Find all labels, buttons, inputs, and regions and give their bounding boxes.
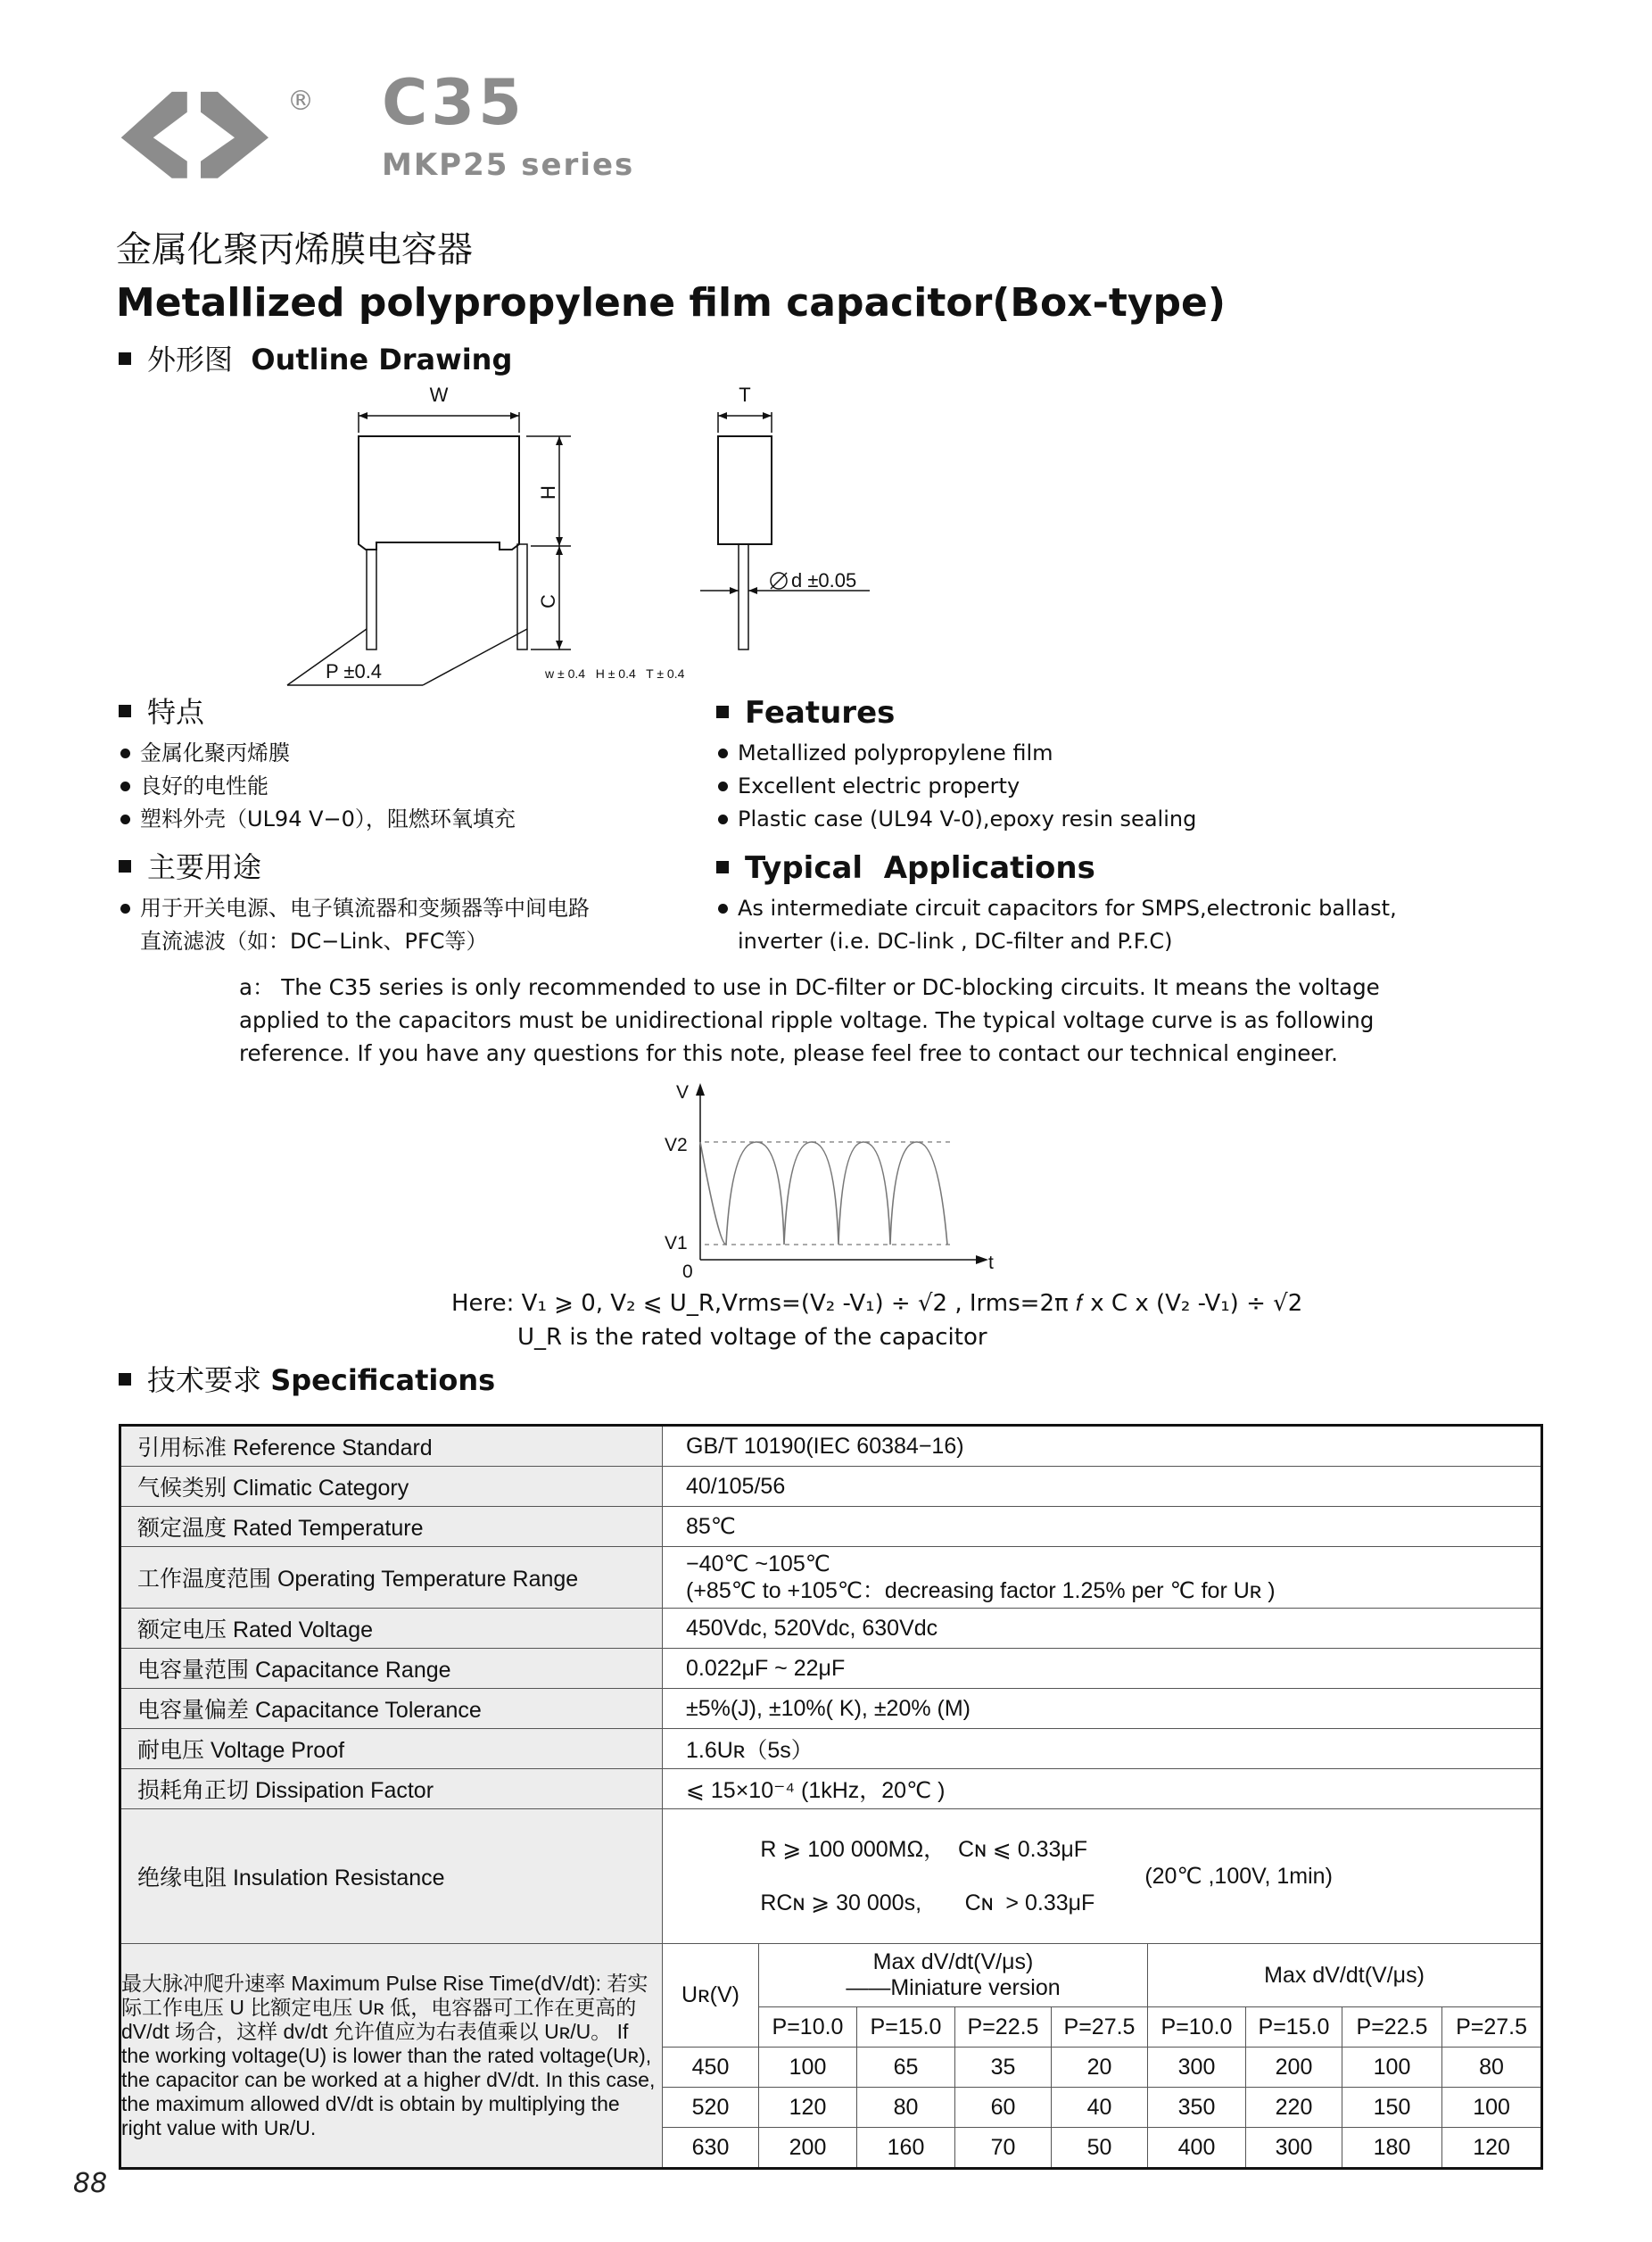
miniature-header-line-2: ——Miniature version [846,1975,1061,2000]
list-item: 金属化聚丙烯膜 [119,737,516,770]
application-cn-line-2: 直流滤波（如：DC−Link、PFC等） [140,929,488,954]
pitch-header: P=27.5 [1052,2007,1148,2048]
pitch-header: P=22.5 [955,2007,1052,2048]
application-en-line-1: As intermediate circuit capacitors for SMPS,electronic ballast, [738,896,1397,921]
spec-value: 1.6Uʀ（5s） [663,1729,1542,1769]
spec-value: 450Vdc, 520Vdc, 630Vdc [663,1609,1542,1649]
label-tolerance: w ± 0.4 H ± 0.4 T ± 0.4 [545,666,685,681]
insulation-line-1: R ⩾ 100 000MΩ， Cɴ ⩽ 0.33μF [760,1837,1088,1862]
spec-label: 引用标准 Reference Standard [120,1426,663,1467]
features-heading-en-text: Features [745,695,896,731]
table-cell: 200 [759,2128,857,2169]
pulse-note: 最大脉冲爬升速率 Maximum Pulse Rise Time(dV/dt): 若实际工作电压 U 比额定电压 Uʀ 低，电容器可工作在更高的 dV/dt 场合，这样 dv/dt 允许值应为右表值乘以 Uʀ/U。 If the working voltage(U) is lower than the rated voltage(Uʀ), the capacitor can be worked at a higher dV/dt. In this case, the maximum allowed dV/dt is obtain by multiplying the right value with Uʀ/U. [120,1944,663,2169]
table-cell: 100 [1442,2088,1542,2128]
insulation-line-2: RCɴ ⩾ 30 000s, Cɴ > 0.33μF [760,1890,1095,1915]
table-cell: 50 [1052,2128,1148,2169]
spec-label: 绝缘电阻 Insulation Resistance [120,1809,663,1944]
spec-value: ±5%(J), ±10%( K), ±20% (M) [663,1689,1542,1729]
spec-label: 损耗角正切 Dissipation Factor [120,1769,663,1809]
table-row [120,1769,1542,1809]
table-cell: 200 [1246,2048,1342,2088]
registered-mark: ® [287,86,314,117]
spec-value [663,1547,1542,1609]
list-item: Excellent electric property [716,770,1196,803]
table-cell: 100 [759,2048,857,2088]
miniature-header [759,1944,1148,2007]
table-cell: 630 [663,2128,759,2169]
table-row [120,1467,1542,1507]
table-row [120,1547,1542,1609]
spec-value-line-2: (+85℃ to +105℃：decreasing factor 1.25% per ℃ for Uʀ ) [686,1578,1276,1603]
rectified-wave [700,1142,947,1245]
ur-note: U_R is the rated voltage of the capacitor [517,1324,987,1351]
table-cell: 120 [1442,2128,1542,2169]
axis-v-label: V [676,1082,690,1103]
usage-note: a： The C35 series is only recommended to use in DC-filter or DC-blocking circuits. It means the voltage applied to the capacitors must be unidirectional ripple voltage. The typical voltage curve is as following reference. If you have any questions for this note, please feel free to contact our technical engineer. [239,974,1380,1066]
pitch-header: P=10.0 [1148,2007,1246,2048]
table-cell: 20 [1052,2048,1148,2088]
ur-header: Uʀ(V) [663,1944,759,2048]
table-cell: 300 [1246,2128,1342,2169]
pitch-header: P=22.5 [1342,2007,1442,2048]
table-cell: 150 [1342,2088,1442,2128]
specs-heading [119,1365,495,1396]
bullet-square-icon [119,352,131,365]
specifications-table [119,1424,1543,2170]
label-w: W [429,384,449,406]
bullet-square-icon [716,706,729,718]
label-c: C [537,594,559,608]
applications-list-en [716,892,1397,958]
table-row [120,1729,1542,1769]
pitch-header: P=27.5 [1442,2007,1542,2048]
pitch-header: P=15.0 [1246,2007,1342,2048]
list-item: Metallized polypropylene film [716,737,1196,770]
outline-heading-cn: 外形图 [147,343,234,376]
table-row [120,1944,1542,2007]
spec-value-line-1: −40℃ ~105℃ [686,1551,830,1576]
spec-label: 耐电压 Voltage Proof [120,1729,663,1769]
zero-label: 0 [682,1262,693,1282]
bullet-square-icon [716,861,729,873]
voltage-waveform-chart [651,1080,1008,1285]
bullet-square-icon [119,860,131,873]
list-item: Plastic case (UL94 V-0),epoxy resin sealing [716,803,1196,836]
spec-value: 40/105/56 [663,1467,1542,1507]
spec-label: 工作温度范围 Operating Temperature Range [120,1547,663,1609]
table-cell: 35 [955,2048,1052,2088]
label-t: T [739,384,751,406]
table-cell: 350 [1148,2088,1246,2128]
specs-heading-en: Specifications [270,1363,496,1397]
application-cn-line-1: 用于开关电源、电子镇流器和变频器等中间电路 [140,896,590,921]
spec-value [663,1809,1542,1944]
v2-label: V2 [665,1135,688,1155]
label-d: d ±0.05 [791,569,857,592]
applications-list-cn [119,892,590,958]
table-cell: 80 [1442,2048,1542,2088]
outline-heading-en: Outline Drawing [251,343,513,376]
spec-label: 电容量偏差 Capacitance Tolerance [120,1689,663,1729]
table-row [120,1609,1542,1649]
table-cell: 100 [1342,2048,1442,2088]
list-item [716,892,1397,958]
list-item: 塑料外壳（UL94 V−0），阻燃环氧填充 [119,803,516,836]
title-chinese: 金属化聚丙烯膜电容器 [116,229,473,270]
outline-drawing [268,379,892,696]
v1-label: V1 [665,1233,688,1253]
table-row [120,1426,1542,1467]
table-cell: 180 [1342,2128,1442,2169]
table-cell: 80 [857,2088,955,2128]
table-cell: 520 [663,2088,759,2128]
table-cell: 70 [955,2128,1052,2169]
table-row [120,1649,1542,1689]
features-heading-cn-text: 特点 [147,695,205,729]
table-cell: 120 [759,2088,857,2128]
table-cell: 450 [663,2048,759,2088]
table-row [120,1809,1542,1944]
series-name: MKP25 series [382,147,635,183]
formula-line: Here: V₁ ⩾ 0, V₂ ⩽ U_R,Vrms=(V₂ -V₁) ÷ √2 , Irms=2π 𝑓 x C x (V₂ -V₁) ÷ √2 [451,1290,1303,1317]
page-number: 88 [73,2168,108,2199]
table-cell: 40 [1052,2088,1148,2128]
bullet-square-icon [119,705,131,717]
insulation-condition: (20℃ ,100V, 1min) [1144,1864,1333,1889]
bullet-square-icon [119,1373,131,1386]
spec-value: 85℃ [663,1507,1542,1547]
features-list-en [716,737,1196,836]
standard-header: Max dV/dt(V/μs) [1148,1944,1542,2007]
features-heading-en [716,695,895,731]
applications-heading-en-text: Typical Applications [745,850,1095,886]
pitch-header: P=15.0 [857,2007,955,2048]
spec-label: 额定温度 Rated Temperature [120,1507,663,1547]
table-row [120,1507,1542,1547]
spec-value: GB/T 10190(IEC 60384−16) [663,1426,1542,1467]
features-heading-cn [119,697,204,728]
applications-heading-cn-text: 主要用途 [147,850,262,884]
model-number: C35 [382,66,525,139]
table-cell: 160 [857,2128,955,2169]
table-cell: 300 [1148,2048,1246,2088]
table-cell: 65 [857,2048,955,2088]
table-row [120,1689,1542,1729]
spec-label: 电容量范围 Capacitance Range [120,1649,663,1689]
title-english: Metallized polypropylene film capacitor(Box-type) [116,280,1226,326]
spec-label: 气候类别 Climatic Category [120,1467,663,1507]
list-item: 良好的电性能 [119,770,516,803]
list-item [119,892,590,958]
table-cell: 220 [1246,2088,1342,2128]
pitch-header: P=10.0 [759,2007,857,2048]
application-en-line-2: inverter (i.e. DC-link , DC-filter and P.F.C) [738,929,1173,954]
applications-heading-en [716,850,1095,886]
applications-heading-cn [119,852,261,883]
spec-value: 0.022μF ~ 22μF [663,1649,1542,1689]
spec-label: 额定电压 Rated Voltage [120,1609,663,1649]
spec-value: ⩽ 15×10⁻⁴ (1kHz，20℃ ) [663,1769,1542,1809]
outline-heading [119,344,512,376]
miniature-header-line-1: Max dV/dt(V/μs) [872,1949,1034,1975]
table-cell: 60 [955,2088,1052,2128]
label-h: H [537,485,559,500]
table-cell: 400 [1148,2128,1246,2169]
label-p: P ±0.4 [326,660,383,683]
specs-heading-cn: 技术要求 [147,1363,262,1397]
features-list-cn [119,737,516,836]
axis-t-label: t [988,1253,994,1273]
